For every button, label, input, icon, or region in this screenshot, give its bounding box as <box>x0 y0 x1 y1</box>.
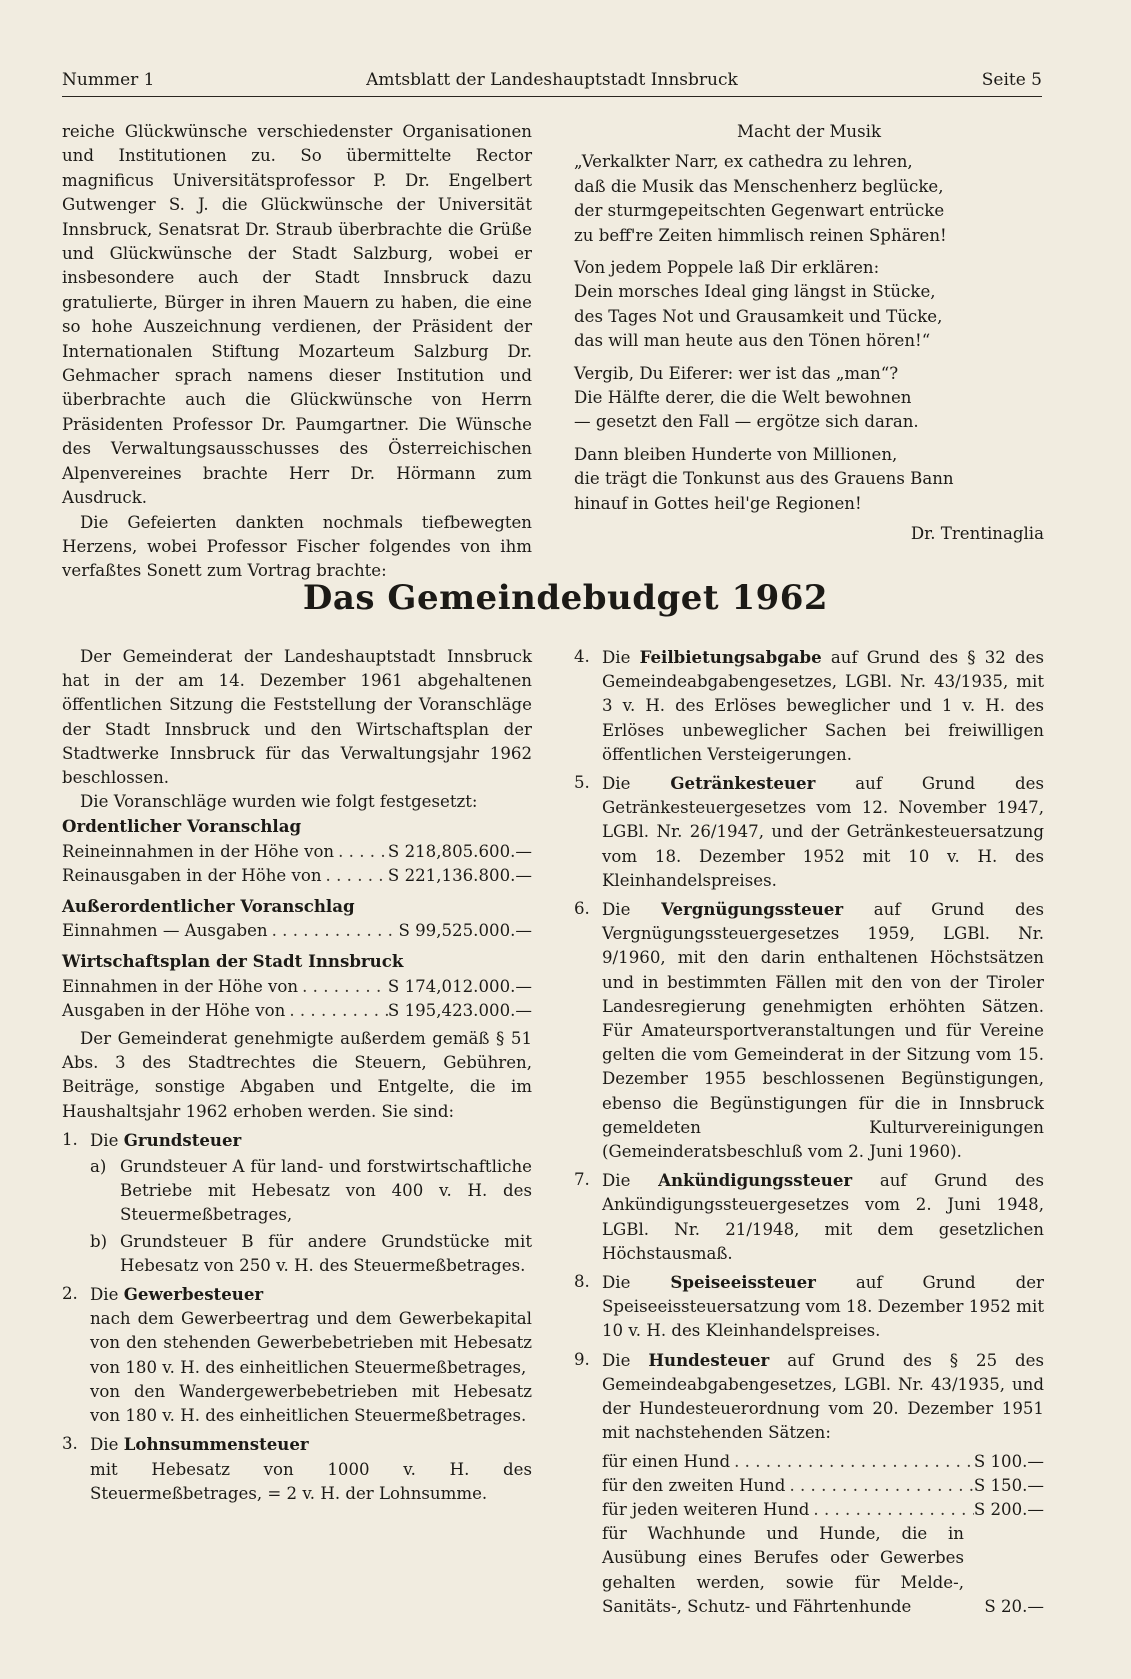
wirt-heading-text: Wirtschaftsplan der Stadt Innsbruck <box>62 951 404 972</box>
poem-line: das will man heute aus den Tönen hören!“ <box>574 331 931 351</box>
tax-item-1 <box>62 1128 532 1278</box>
leader-dots <box>785 1474 973 1498</box>
item-prefix: Die <box>90 1435 119 1455</box>
poem-title: Macht der Musik <box>736 122 881 141</box>
item-prefix: Die <box>90 1285 119 1305</box>
poem <box>574 120 1044 547</box>
dog-rate-row <box>602 1474 1044 1498</box>
item-name: Lohnsummensteuer <box>123 1434 309 1455</box>
tax-item-6 <box>574 897 1044 1164</box>
leader-dots <box>285 999 388 1023</box>
item-number: 5. <box>574 773 590 793</box>
leader-dots <box>334 840 388 864</box>
leader-dots <box>322 864 388 888</box>
top-left-column <box>62 120 532 584</box>
item-number: 3. <box>62 1434 78 1454</box>
leader-dots <box>298 975 388 999</box>
poem-stanza-2 <box>574 256 1044 354</box>
tax-item-heading <box>90 1432 532 1457</box>
budget-intro-2: Die Voranschläge wurden wie folgt festgesetzt: <box>80 792 478 812</box>
budget-intro: Der Gemeinderat der Landeshauptstadt Innsbruck hat in der am 14. Dezember 1961 abgehaltenen öffentlichen Sitzung die Feststellung der Voranschläge der Stadt Innsbruck und den Wirtschaftsplan der Stadtwerke Innsbruck für das Verwaltungsjahr 1962 beschlossen. <box>62 647 532 788</box>
item-text: auf Grund des Getränkesteuergesetzes vom 12. November 1947, LGBl. Nr. 26/1947, und der Getränkesteuersatzung vom 18. Dezember 1952 mit 10 v. H. des Kleinhandelspreises. <box>602 774 1044 890</box>
tax-item-4 <box>574 645 1044 767</box>
tax-item-5 <box>574 771 1044 893</box>
leader-dots <box>809 1498 973 1522</box>
dog-rate-row <box>602 1498 1044 1522</box>
tax-subitem-a <box>90 1155 532 1228</box>
row-label: Reineinnahmen in der Höhe von <box>62 841 335 861</box>
leader-dots <box>730 1450 974 1474</box>
row-label: für den zweiten Hund <box>602 1475 786 1495</box>
subitem-text: Grundsteuer B für andere Grundstücke mit Hebesatz von 250 v. H. des Steuermeßbetrages. <box>120 1231 532 1275</box>
item-number: 7. <box>574 1170 590 1190</box>
subitem-number: a) <box>90 1157 107 1177</box>
poem-line: zu beff're Zeiten himmlisch reinen Sphären! <box>574 225 947 245</box>
poem-line: „Verkalkter Narr, ex cathedra zu lehren, <box>574 152 913 172</box>
item-name: Vergnügungssteuer <box>661 899 844 920</box>
item-prefix: Die <box>602 1171 631 1191</box>
ausser-heading <box>62 894 532 919</box>
steuern-paragraph: Der Gemeinderat genehmigte außerdem gemäß § 51 Abs. 3 des Stadtrechtes die Steuern, Gebühren, Beiträge, sonstige Abgaben und Entgelte, die im Haushaltsjahr 1962 erhoben werden. Sie sind: <box>62 1029 532 1121</box>
item-prefix: Die <box>602 900 631 920</box>
poem-line: Dein morsches Ideal ging längst in Stücke, <box>574 282 936 302</box>
poem-stanza-1 <box>574 150 1044 248</box>
subitem-number: b) <box>90 1231 108 1251</box>
tax-item-7 <box>574 1168 1044 1266</box>
poem-stanza-4 <box>574 443 1044 516</box>
tax-item-heading <box>90 1282 532 1307</box>
tax-item-heading <box>90 1128 532 1153</box>
row-value: S 99,525.000.— <box>398 921 532 941</box>
poem-line: daß die Musik das Menschenherz beglücke, <box>574 176 944 196</box>
ordentlich-heading-text: Ordentlicher Voranschlag <box>62 816 302 837</box>
dog-rate-row <box>602 1450 1044 1474</box>
item-text: von den Wandergewerbebetrieben mit Hebesatz von 180 v. H. des einheitlichen Steuermeßbetrages. <box>90 1381 532 1426</box>
item-prefix: Die <box>602 648 631 667</box>
item-prefix: Die <box>602 1350 631 1370</box>
item-text: auf Grund des § 25 des Gemeindeabgabengesetzes, LGBl. Nr. 43/1935, und der Hundesteuerordnung vom 20. Dezember 1951 mit nachstehenden Sätzen: <box>602 1350 1044 1443</box>
poem-line: — gesetzt den Fall — ergötze sich daran. <box>574 412 919 432</box>
item-text: nach dem Gewerbeertrag und dem Gewerbekapital von den stehenden Gewerbebetrieben mit Hebesatz von 180 v. H. des einheitlichen Steuermeßbetrages, <box>90 1309 532 1377</box>
item-number: 4. <box>574 647 590 666</box>
row-label: für Wachhunde und Hunde, die in Ausübung eines Berufes oder Gewerbes gehalten werden, sowie für Melde-, Sanitäts-, Schutz- und Fährtenhunde <box>602 1524 964 1616</box>
item-number: 6. <box>574 899 590 919</box>
page-header <box>62 68 1042 97</box>
tax-item-8 <box>574 1270 1044 1344</box>
row-label: für jeden weiteren Hund <box>602 1499 810 1519</box>
poem-author: Dr. Trentinaglia <box>910 524 1044 544</box>
ausser-row-1 <box>62 919 532 943</box>
item-number: 8. <box>574 1272 590 1292</box>
item-prefix: Die <box>602 774 631 794</box>
item-number: 1. <box>62 1129 78 1149</box>
item-text: auf Grund des § 32 des Gemeindeabgabengesetzes, LGBl. Nr. 43/1935, mit 3 v. H. des Erlöses beweglicher und 1 v. H. des Erlöses unbeweglicher Sachen bei freiwilligen öffentlichen Versteigerungen. <box>602 648 1044 764</box>
ordentlich-row-1 <box>62 840 532 864</box>
dog-rate-row-special <box>602 1522 1044 1619</box>
row-value: S 195,423.000.— <box>387 1000 532 1020</box>
row-label: Einnahmen in der Höhe von <box>62 976 299 996</box>
row-value: S 174,012.000.— <box>387 976 532 996</box>
item-number: 9. <box>574 1349 590 1369</box>
poem-line: Dann bleiben Hunderte von Millionen, <box>574 444 898 464</box>
item-name: Gewerbesteuer <box>123 1284 264 1305</box>
tax-item-9 <box>574 1348 1044 1619</box>
publication-title: Amtsblatt der Landeshauptstadt Innsbruck <box>366 70 738 90</box>
budget-right-column <box>574 645 1044 1619</box>
poem-stanza-3 <box>574 362 1044 435</box>
poem-line: der sturmgepeitschten Gegenwart entrücke <box>574 201 945 221</box>
dog-tax-rates <box>602 1450 1044 1619</box>
item-text: auf Grund des Ankündigungssteuergesetzes vom 2. Juni 1948, LGBl. Nr. 21/1948, mit dem gesetzlichen Höchstausmaß. <box>602 1171 1044 1263</box>
poem-line: Von jedem Poppele laß Dir erklären: <box>574 258 880 278</box>
wirt-row-1 <box>62 975 532 999</box>
row-value: S 150.— <box>973 1475 1044 1495</box>
wirt-row-2 <box>62 999 532 1023</box>
row-value: S 221,136.800.— <box>387 865 532 885</box>
row-value: S 218,805.600.— <box>387 841 532 861</box>
poem-line: des Tages Not und Grausamkeit und Tücke, <box>574 306 943 326</box>
poem-line: die trägt die Tonkunst aus des Grauens Bann <box>574 469 954 489</box>
sonnet-intro-paragraph: Die Gefeierten dankten nochmals tiefbewegten Herzens, wobei Professor Fischer folgendes von ihm verfaßtes Sonett zum Vortrag brachte: <box>62 512 532 581</box>
tax-item-2 <box>62 1282 532 1428</box>
item-text: auf Grund des Vergnügungssteuergesetzes 1959, LGBl. Nr. 9/1960, mit den darin enthaltenen Höchstsätzen und in bestimmten Fällen mit den von der Tiroler Landesregierung genehmigten erhöhten Sätzen. Für Amateursportveranstaltungen und für Vereine gelten die vom Gemeinderat in der Sitzung vom 15. Dezember 1955 beschlossenen Begünstigungen, ebenso die Begünstigungen für die in Innsbruck gemeldeten Kulturvereinigungen (Gemeinderatsbeschluß vom 2. Juni 1960). <box>602 900 1044 1162</box>
congratulations-paragraph: reiche Glückwünsche verschiedenster Organisationen und Institutionen zu. So übermittelte Rector magnificus Universitätsprofessor P. Dr. Engelbert Gutwenger S. J. die Glückwünsche der Universität Innsbruck, Senatsrat Dr. Straub überbrachte die Grüße und Glückwünsche der Stadt Salzburg, wobei er insbesondere auch der Stadt Innsbruck dazu gratulierte, Bürger in ihren Mauern zu haben, die eine so hohe Auszeichnung verdienen, der Präsident der Internationalen Stiftung Mozarteum Salzburg Dr. Gehmacher sprach namens dieser Institution und überbrachte auch die Glückwünsche von Herrn Präsidenten Professor Dr. Paumgartner. Die Wünsche des Verwaltungsausschusses des Österreichischen Alpenvereines brachte Herr Dr. Hörmann zum Ausdruck. <box>62 122 532 508</box>
item-name: Grundsteuer <box>123 1129 242 1150</box>
item-prefix: Die <box>602 1273 631 1293</box>
item-name: Feilbietungsabgabe <box>639 647 822 667</box>
issue-number: Nummer 1 <box>62 70 155 90</box>
ordentlich-row-2 <box>62 864 532 888</box>
poem-line: hinauf in Gottes heil'ge Regionen! <box>574 493 862 513</box>
item-name: Hundesteuer <box>648 1349 770 1370</box>
row-value: S 200.— <box>973 1499 1044 1519</box>
ausser-heading-text: Außerordentlicher Voranschlag <box>62 896 355 917</box>
tax-subitem-b <box>90 1230 532 1278</box>
leader-dots <box>268 919 399 943</box>
item-prefix: Die <box>90 1130 119 1150</box>
page-number: Seite 5 <box>981 70 1042 90</box>
item-text: auf Grund der Speiseeissteuersatzung vom 18. Dezember 1952 mit 10 v. H. des Kleinhandelspreises. <box>602 1273 1044 1341</box>
poem-line: Die Hälfte derer, die die Welt bewohnen <box>574 388 912 408</box>
item-name: Ankündigungssteuer <box>658 1170 853 1191</box>
tax-item-3 <box>62 1432 532 1506</box>
ordentlich-heading <box>62 814 532 839</box>
row-label: Reinausgaben in der Höhe von <box>62 865 322 885</box>
subitem-text: Grundsteuer A für land- und forstwirtschaftliche Betriebe mit Hebesatz von 400 v. H. des Steuermeßbetrages, <box>120 1157 532 1225</box>
row-label: Ausgaben in der Höhe von <box>62 1000 286 1020</box>
wirt-heading <box>62 949 532 974</box>
row-label: Einnahmen — Ausgaben <box>62 921 268 941</box>
item-name: Speiseeissteuer <box>670 1272 816 1293</box>
article-title: Das Gemeindebudget 1962 <box>302 578 829 618</box>
row-label: für einen Hund <box>602 1451 731 1471</box>
item-number: 2. <box>62 1284 78 1304</box>
row-value: S 20.— <box>984 1596 1044 1616</box>
poem-line: Vergib, Du Eiferer: wer ist das „man“? <box>574 363 899 383</box>
budget-left-column <box>62 645 532 1506</box>
item-text: mit Hebesatz von 1000 v. H. des Steuermeßbetrages, = 2 v. H. der Lohnsumme. <box>90 1459 532 1503</box>
row-value: S 100.— <box>973 1451 1044 1471</box>
item-name: Getränkesteuer <box>670 773 816 794</box>
